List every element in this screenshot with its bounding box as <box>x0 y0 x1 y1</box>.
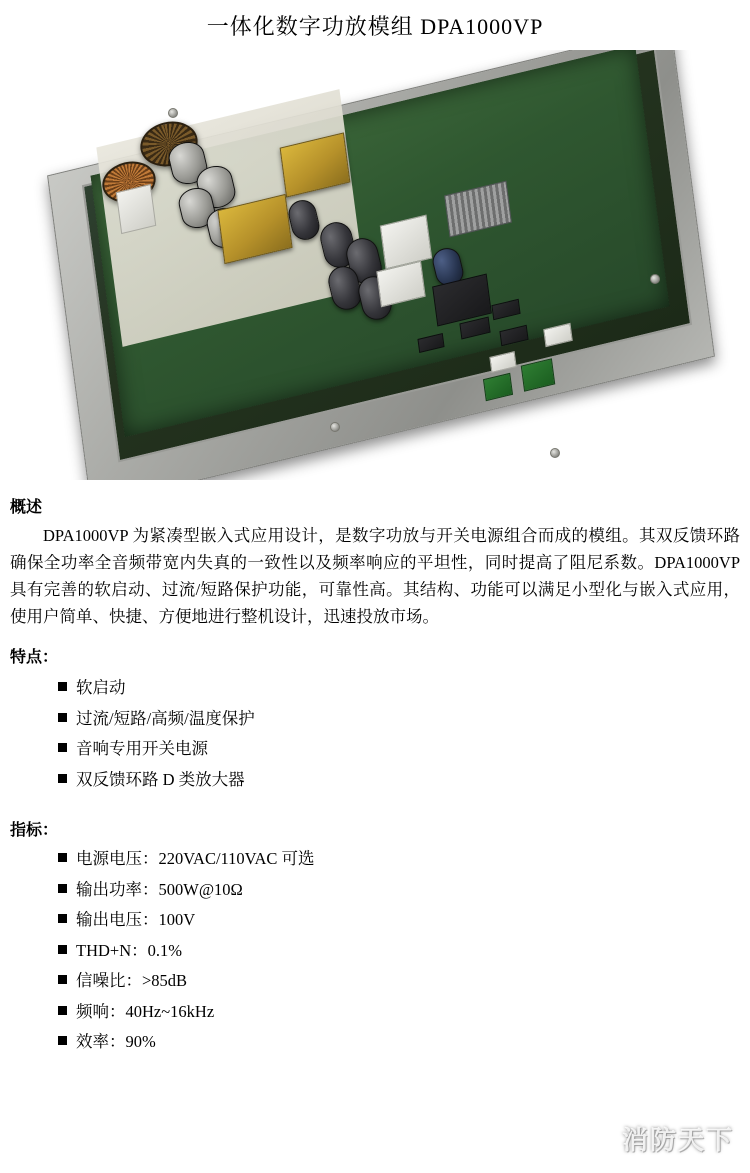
spec-label: 频响：40Hz~16kHz <box>76 1001 215 1021</box>
square-bullet-icon <box>58 1036 67 1045</box>
square-bullet-icon <box>58 914 67 923</box>
feature-label: 软启动 <box>76 678 126 698</box>
page-title: 一体化数字功放模组 DPA1000VP <box>206 14 544 39</box>
square-bullet-icon <box>58 743 67 752</box>
overview-heading: 概述 <box>10 499 43 517</box>
list-item <box>58 704 740 735</box>
list-item <box>58 765 740 796</box>
feature-label: 音响专用开关电源 <box>76 739 208 759</box>
spec-label: 电源电压：220VAC/110VAC 可选 <box>76 849 315 869</box>
square-bullet-icon <box>58 774 67 783</box>
list-item <box>58 734 740 765</box>
specs-heading: 指标： <box>10 822 59 840</box>
list-item <box>58 997 740 1028</box>
feature-label: 过流/短路/高频/温度保护 <box>76 708 255 728</box>
features-heading: 特点： <box>10 649 59 667</box>
list-item <box>58 936 740 967</box>
square-bullet-icon <box>58 713 67 722</box>
spec-label: 输出电压：100V <box>76 910 196 930</box>
square-bullet-icon <box>58 1006 67 1015</box>
square-bullet-icon <box>58 682 67 691</box>
spec-label: 输出功率：500W@10Ω <box>76 879 243 899</box>
document-page <box>0 14 750 1173</box>
chassis-screw-1 <box>168 108 178 118</box>
list-item <box>58 966 740 997</box>
watermark: 消防天下 <box>621 1125 734 1155</box>
list-item <box>58 673 740 704</box>
feature-label: 双反馈环路 D 类放大器 <box>76 769 245 789</box>
product-photo <box>10 50 740 480</box>
specs-list <box>10 844 740 1058</box>
list-item <box>58 844 740 875</box>
chassis-screw-3 <box>550 448 560 458</box>
list-item <box>58 875 740 906</box>
square-bullet-icon <box>58 945 67 954</box>
square-bullet-icon <box>58 853 67 862</box>
overview-paragraph: DPA1000VP 为紧凑型嵌入式应用设计，是数字功放与开关电源组合而成的模组。其双反馈环路确保全功率全音频带宽内失真的一致性以及频率响应的平坦性，同时提高了阻尼系数。DPA1000VP 具有完善的软启动、过流/短路保护功能，可靠性高。其结构、功能可以满足小型化与嵌入式应用，使用户简单、快捷、方便地进行整机设计，迅速投放市场。 <box>10 526 740 626</box>
spec-label: 效率：90% <box>76 1032 156 1052</box>
square-bullet-icon <box>58 975 67 984</box>
spec-label: THD+N：0.1% <box>76 940 183 960</box>
features-list <box>10 673 740 795</box>
square-bullet-icon <box>58 884 67 893</box>
terminal-block <box>116 184 157 234</box>
amplifier-chassis <box>30 70 720 470</box>
list-item <box>58 1027 740 1058</box>
spec-label: 信噪比：>85dB <box>76 971 188 991</box>
list-item <box>58 905 740 936</box>
